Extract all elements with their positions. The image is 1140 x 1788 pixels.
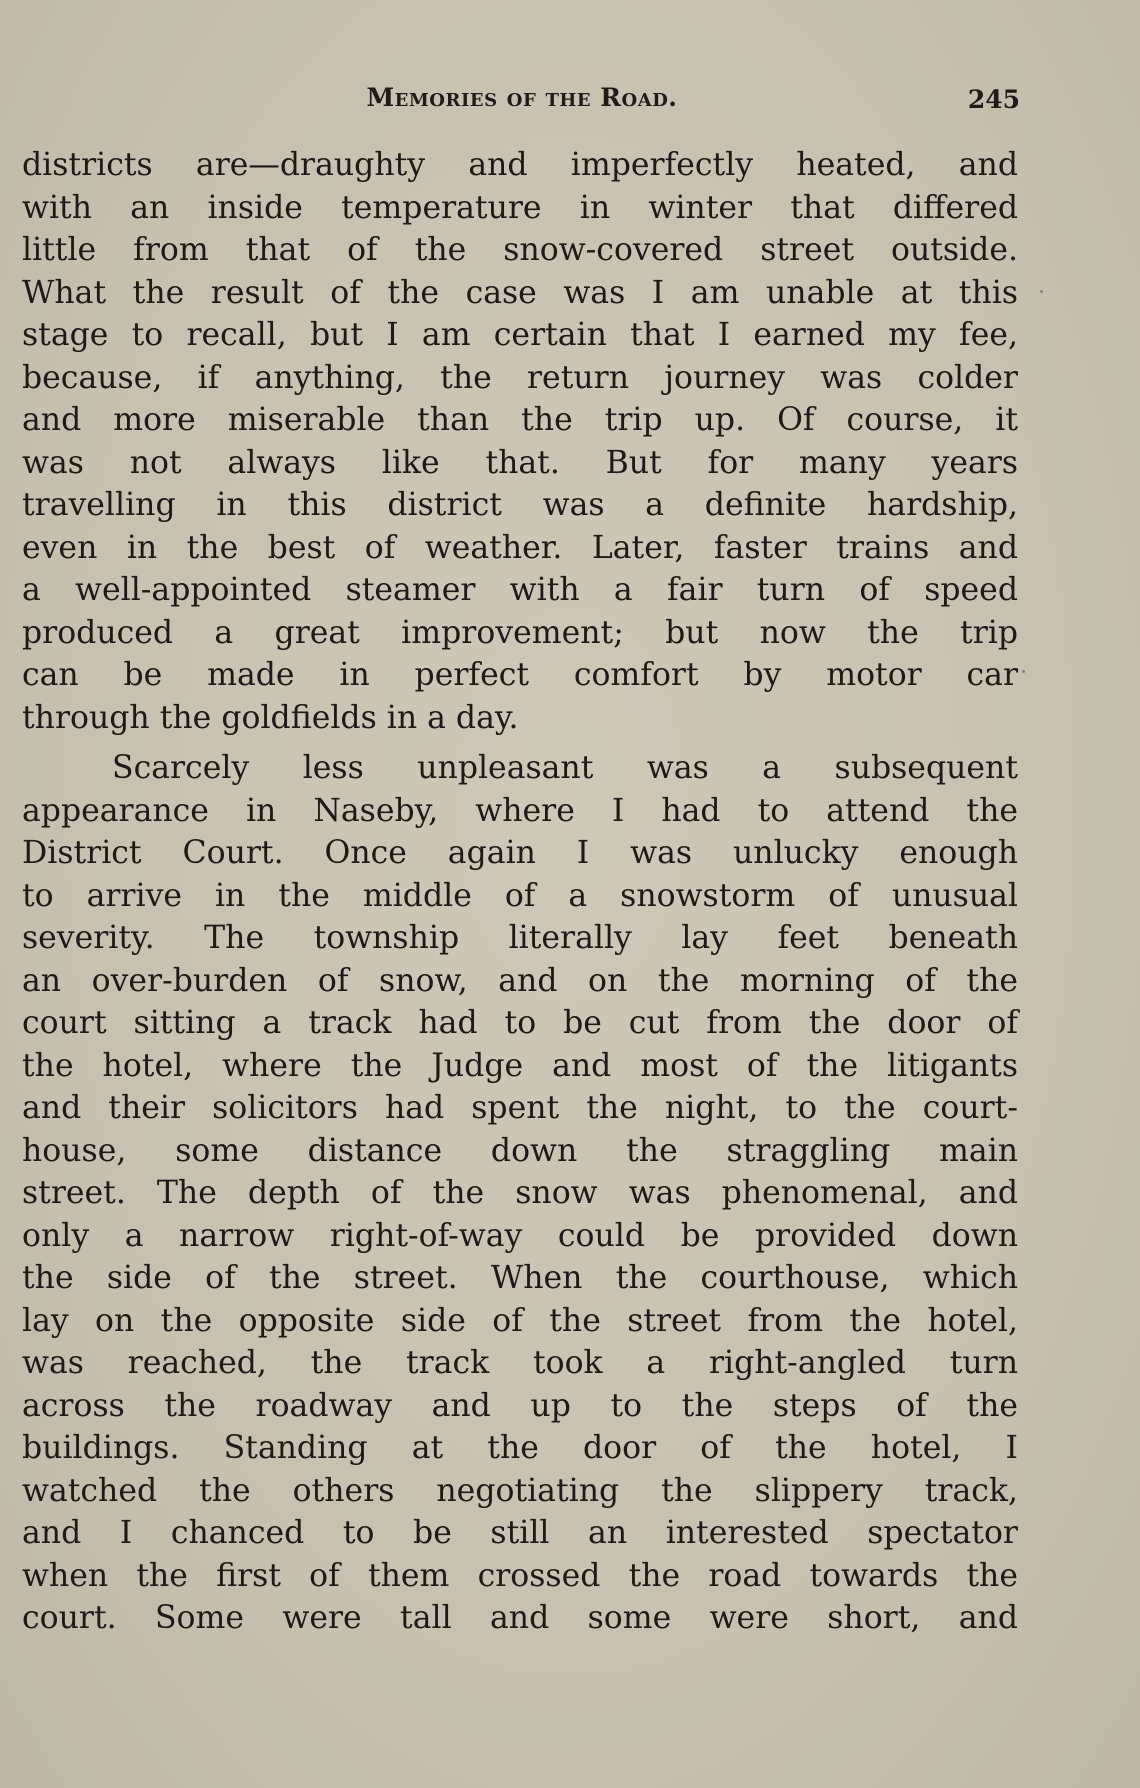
text-line: severity. The township literally lay feet beneath bbox=[22, 920, 1018, 956]
text-line: with an inside temperature in winter that differed bbox=[22, 189, 1018, 226]
running-header bbox=[24, 83, 1020, 123]
text-line: watched the others negotiating the slippery track, bbox=[22, 1472, 1018, 1509]
text-line: What the result of the case was I am unable at this bbox=[22, 274, 1018, 311]
text-line: lay on the opposite side of the street from the hotel, bbox=[22, 1302, 1018, 1339]
page-number: 245 bbox=[967, 85, 1020, 114]
text-line: and their solicitors had spent the night, to the court- bbox=[22, 1090, 1018, 1126]
text-line: to arrive in the middle of a snowstorm of unusual bbox=[22, 877, 1018, 914]
text-line: an over-burden of snow, and on the morning of the bbox=[22, 962, 1018, 999]
text-line: appearance in Naseby, where I had to attend the bbox=[22, 792, 1018, 829]
text-line: little from that of the snow-covered street outside. bbox=[22, 232, 1018, 268]
text-line: the side of the street. When the courthouse, which bbox=[22, 1260, 1018, 1296]
text-line: court. Some were tall and some were short, and bbox=[22, 1600, 1018, 1636]
text-line: produced a great improvement; but now the trip bbox=[22, 614, 1018, 651]
paper-speck bbox=[1040, 290, 1043, 293]
text-line: court sitting a track had to be cut from the door of bbox=[22, 1005, 1018, 1041]
text-line: street. The depth of the snow was phenomenal, and bbox=[22, 1175, 1018, 1211]
text-line: house, some distance down the straggling main bbox=[22, 1132, 1018, 1169]
text-line: the hotel, where the Judge and most of the litigants bbox=[22, 1047, 1018, 1084]
paper-speck bbox=[1022, 670, 1025, 673]
text-line: and I chanced to be still an interested spectator bbox=[22, 1515, 1018, 1551]
text-line: and more miserable than the trip up. Of course, it bbox=[22, 402, 1018, 438]
text-line: only a narrow right-of-way could be provided down bbox=[22, 1217, 1018, 1254]
text-line: buildings. Standing at the door of the hotel, I bbox=[22, 1430, 1018, 1466]
text-line: can be made in perfect comfort by motor car bbox=[22, 657, 1018, 693]
text-line: stage to recall, but I am certain that I earned my fee, bbox=[22, 317, 1018, 353]
text-line: was reached, the track took a right-angled turn bbox=[22, 1345, 1018, 1381]
text-line: was not always like that. But for many years bbox=[22, 444, 1018, 481]
text-line: Scarcely less unpleasant was a subsequent bbox=[112, 750, 1018, 786]
text-line: districts are—draughty and imperfectly heated, and bbox=[22, 147, 1018, 183]
text-line: District Court. Once again I was unlucky enough bbox=[22, 835, 1018, 871]
body-text bbox=[22, 144, 1018, 1640]
text-line: a well-appointed steamer with a fair turn of speed bbox=[22, 572, 1018, 608]
text-line: across the roadway and up to the steps of the bbox=[22, 1387, 1018, 1424]
paragraph-1 bbox=[22, 144, 1018, 739]
running-title: Memories of the Road. bbox=[366, 83, 678, 112]
text-line: when the first of them crossed the road towards the bbox=[22, 1557, 1018, 1594]
text-line: travelling in this district was a definite hardship, bbox=[22, 487, 1018, 523]
text-line: through the goldfields in a day. bbox=[22, 699, 519, 736]
text-line: even in the best of weather. Later, faster trains and bbox=[22, 529, 1018, 566]
text-line: because, if anything, the return journey was colder bbox=[22, 359, 1018, 396]
paragraph-2 bbox=[22, 747, 1018, 1640]
